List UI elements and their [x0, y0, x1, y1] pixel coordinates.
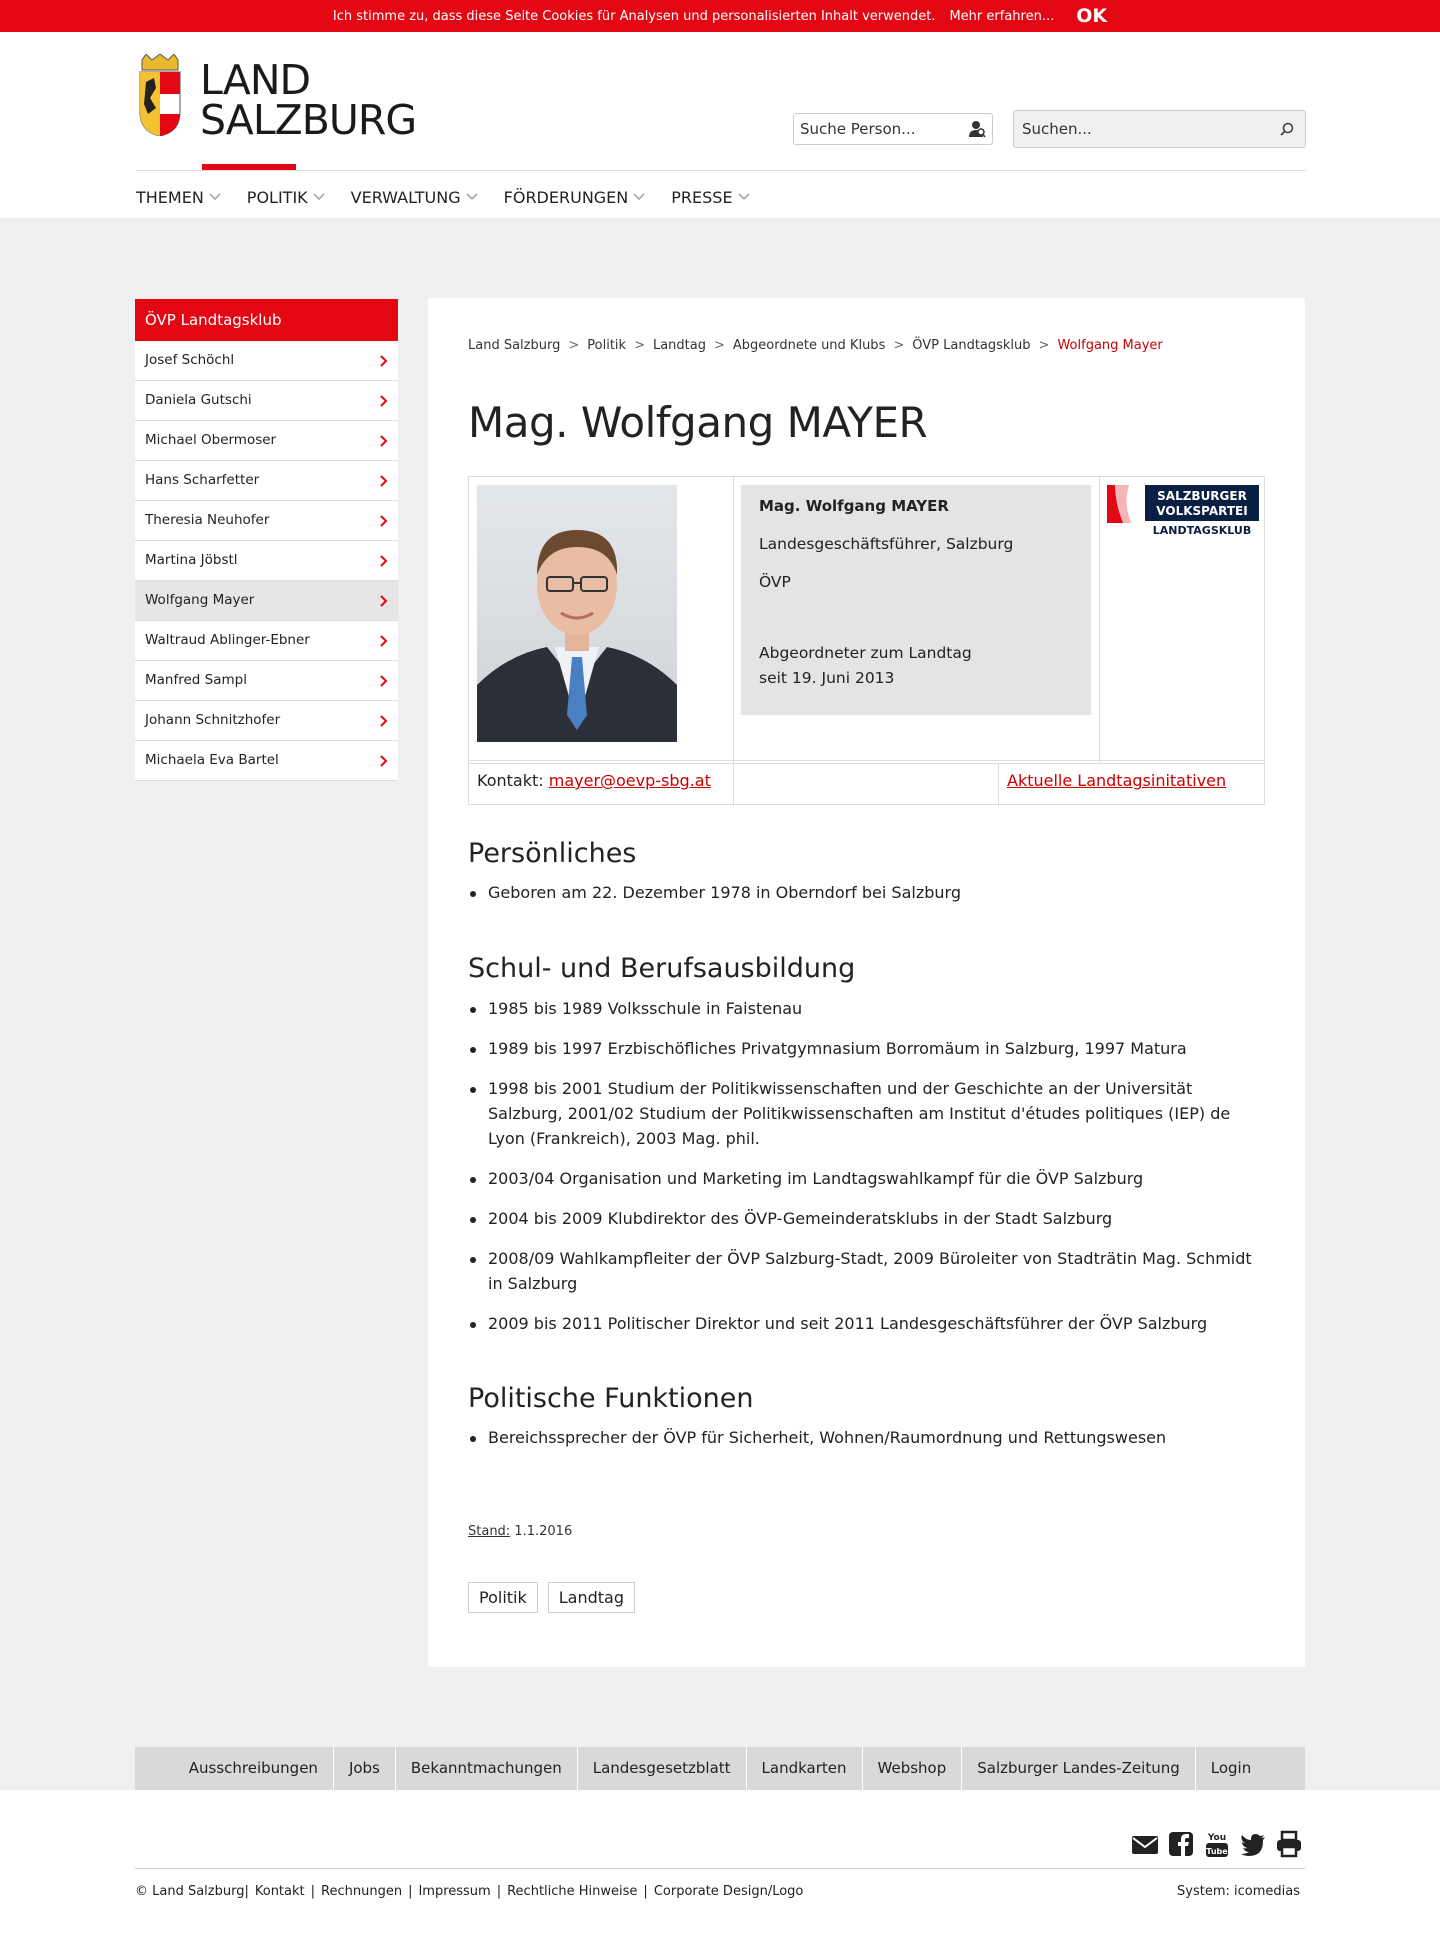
- site-search-placeholder: Suchen...: [1022, 120, 1092, 138]
- sidebar-item[interactable]: [135, 421, 398, 461]
- sidebar-item[interactable]: [135, 701, 398, 741]
- person-info-box: [741, 485, 1091, 715]
- breadcrumb-item[interactable]: ÖVP Landtagsklub: [912, 338, 1031, 353]
- chevron-right-icon: [380, 675, 388, 687]
- cookie-banner: [0, 0, 1440, 32]
- svg-text:You: You: [1207, 1833, 1227, 1843]
- chevron-down-icon: [313, 193, 325, 201]
- chevron-right-icon: [380, 715, 388, 727]
- footer-bottom-link[interactable]: Corporate Design/Logo: [653, 1884, 804, 1899]
- footer-link[interactable]: Jobs: [333, 1747, 395, 1790]
- svg-text:Tube: Tube: [1206, 1847, 1228, 1856]
- footer-bottom-link[interactable]: Kontakt: [254, 1884, 305, 1899]
- list-item: 2009 bis 2011 Politischer Direktor und seit 2011 Landesgeschäftsführer der ÖVP Salzburg: [468, 1311, 1265, 1336]
- facebook-icon[interactable]: [1167, 1830, 1195, 1858]
- sidebar-item-label: Theresia Neuhofer: [145, 512, 270, 528]
- card-divider: [733, 477, 734, 764]
- section-list-personal: [468, 880, 1265, 920]
- search-icon[interactable]: [1279, 121, 1295, 137]
- logo-line-2: SALZBURG: [200, 96, 417, 144]
- sidebar-item[interactable]: [135, 381, 398, 421]
- main-navigation: [136, 182, 750, 212]
- footer-separator: |: [643, 1884, 648, 1899]
- sidebar-item-label: Martina Jöbstl: [145, 552, 238, 568]
- nav-item-label: PRESSE: [671, 187, 733, 207]
- chevron-right-icon: [380, 635, 388, 647]
- nav-item-label: POLITIK: [246, 187, 308, 207]
- breadcrumb-separator: >: [893, 338, 905, 353]
- chevron-down-icon: [633, 193, 645, 201]
- chevron-down-icon: [738, 193, 750, 201]
- sidebar-item[interactable]: [135, 741, 398, 781]
- cookie-more-link[interactable]: Mehr erfahren...: [949, 8, 1055, 24]
- header-divider: [136, 170, 1306, 171]
- footer-link[interactable]: Ausschreibungen: [188, 1759, 318, 1777]
- chevron-right-icon: [380, 595, 388, 607]
- sidebar-list: [135, 341, 398, 781]
- portrait-photo: [477, 485, 677, 742]
- list-item: 2004 bis 2009 Klubdirektor des ÖVP-Gemeinderatsklubs in der Stadt Salzburg: [468, 1206, 1265, 1231]
- nav-item-verwaltung[interactable]: [351, 182, 478, 212]
- last-updated: [468, 1524, 572, 1539]
- contact-email-link[interactable]: mayer@oevp-sbg.at: [548, 771, 711, 790]
- footer-link[interactable]: Login: [1195, 1747, 1266, 1790]
- party-logo-line-1: SALZBURGER: [1157, 489, 1247, 503]
- card-divider: [998, 764, 999, 806]
- twitter-icon[interactable]: [1239, 1830, 1267, 1858]
- section-title-education: Schul- und Berufsausbildung: [468, 953, 856, 984]
- nav-item-förderungen[interactable]: [504, 182, 646, 212]
- chevron-right-icon: [380, 475, 388, 487]
- list-item: 1989 bis 1997 Erzbischöfliches Privatgymnasium Borromäum in Salzburg, 1997 Matura: [468, 1036, 1265, 1061]
- breadcrumb-item[interactable]: Abgeordnete und Klubs: [732, 338, 886, 353]
- tag-politik[interactable]: Politik: [468, 1582, 538, 1613]
- section-list-education: [468, 996, 1265, 1351]
- chevron-right-icon: [380, 755, 388, 767]
- sidebar-item[interactable]: [135, 461, 398, 501]
- sidebar-item[interactable]: [135, 661, 398, 701]
- list-item: 1998 bis 2001 Studium der Politikwissenschaften und der Geschichte an der Universität Salzburg, 2001/02 Studium der Politikwissenschaften am Institut d'études politiques (IEP) de Lyon (Frankreich), 2003 Mag. phil.: [468, 1076, 1265, 1151]
- footer: [0, 1790, 1440, 1933]
- breadcrumb-item[interactable]: Land Salzburg: [468, 338, 561, 353]
- sidebar-item-label: Michael Obermoser: [145, 432, 277, 448]
- footer-link[interactable]: Salzburger Landes-Zeitung: [961, 1747, 1195, 1790]
- footer-bottom-link[interactable]: Rechtliche Hinweise: [507, 1884, 638, 1899]
- breadcrumb-separator: >: [568, 338, 580, 353]
- list-item: 1985 bis 1989 Volksschule in Faistenau: [468, 996, 1265, 1021]
- card-divider: [469, 760, 1264, 761]
- person-search-icon[interactable]: [968, 120, 986, 138]
- sidebar-item-label: Johann Schnitzhofer: [145, 712, 281, 728]
- footer-link-bar: [135, 1747, 1305, 1790]
- footer-separator: |: [408, 1884, 413, 1899]
- sidebar-title[interactable]: ÖVP Landtagsklub: [135, 299, 398, 341]
- footer-system: System: icomedias: [1177, 1884, 1300, 1899]
- breadcrumb: [468, 338, 1163, 353]
- person-position: Landesgeschäftsführer, Salzburg: [759, 535, 1014, 553]
- portrait-illustration: [477, 485, 677, 742]
- last-updated-value: 1.1.2016: [514, 1524, 573, 1539]
- breadcrumb-separator: >: [1038, 338, 1050, 353]
- list-item: 2003/04 Organisation und Marketing im Landtagswahlkampf für die ÖVP Salzburg: [468, 1166, 1265, 1191]
- copyright: © Land Salzburg|: [135, 1884, 249, 1899]
- contact-row: [477, 771, 711, 790]
- youtube-icon[interactable]: [1203, 1830, 1231, 1858]
- party-logo: [1107, 485, 1259, 537]
- sidebar-item-label: Daniela Gutschi: [145, 392, 252, 408]
- cookie-text: Ich stimme zu, dass diese Seite Cookies für Analysen und personalisierten Inhalt verwendet.: [332, 8, 936, 24]
- footer-links: [135, 1884, 803, 1899]
- mail-icon[interactable]: [1131, 1830, 1159, 1858]
- nav-item-presse[interactable]: [671, 182, 749, 212]
- footer-link[interactable]: Landesgesetzblatt: [577, 1747, 746, 1790]
- sidebar-item-label: Josef Schöchl: [145, 352, 235, 368]
- tag-landtag[interactable]: Landtag: [548, 1582, 635, 1613]
- nav-item-themen[interactable]: [136, 182, 221, 212]
- chevron-right-icon: [380, 515, 388, 527]
- sidebar-item[interactable]: [135, 341, 398, 381]
- tag-list: [468, 1582, 635, 1613]
- logo-wordmark: [200, 56, 417, 144]
- site-header: [0, 32, 1440, 218]
- party-logo-line-2: VOLKSPARTEI: [1156, 504, 1248, 518]
- breadcrumb-item[interactable]: Landtag: [652, 338, 706, 353]
- breadcrumb-separator: >: [713, 338, 725, 353]
- initiatives-link[interactable]: Aktuelle Landtagsinitativen: [1007, 771, 1227, 790]
- party-logo-line-3: LANDTAGSKLUB: [1152, 524, 1252, 537]
- sidebar-item-label: Wolfgang Mayer: [145, 592, 255, 608]
- sidebar-item-label: Manfred Sampl: [145, 672, 247, 688]
- footer-separator: |: [310, 1884, 316, 1899]
- card-divider: [469, 763, 1264, 764]
- breadcrumb-separator: >: [634, 338, 645, 353]
- social-icons: [1131, 1830, 1303, 1858]
- card-divider: [1099, 477, 1100, 764]
- section-title-personal: Persönliches: [468, 838, 637, 869]
- list-item: Bereichssprecher der ÖVP für Sicherheit, Wohnen/Raumordnung und Rettungswesen: [468, 1425, 1265, 1450]
- sidebar: [135, 299, 398, 781]
- site-search-input[interactable]: [1013, 110, 1306, 148]
- nav-item-politik[interactable]: [247, 182, 325, 212]
- sidebar-item[interactable]: [135, 621, 398, 661]
- footer-bottom-link[interactable]: Rechnungen: [321, 1884, 403, 1899]
- breadcrumb-item: Wolfgang Mayer: [1057, 338, 1163, 353]
- chevron-right-icon: [380, 435, 388, 447]
- person-role-line: Abgeordneter zum Landtag: [759, 644, 972, 662]
- logo-line-1: LAND: [200, 56, 311, 104]
- person-party: ÖVP: [759, 573, 791, 591]
- chevron-down-icon: [466, 193, 478, 201]
- footer-link[interactable]: Bekanntmachungen: [395, 1747, 577, 1790]
- list-item: 2008/09 Wahlkampfleiter der ÖVP Salzburg-Stadt, 2009 Büroleiter von Stadträtin Mag. Schmidt in Salzburg: [468, 1246, 1265, 1296]
- section-list-political: [468, 1425, 1265, 1465]
- chevron-down-icon: [209, 193, 221, 201]
- nav-item-label: FÖRDERUNGEN: [503, 187, 629, 207]
- print-icon[interactable]: [1275, 1830, 1303, 1858]
- nav-item-label: VERWALTUNG: [350, 187, 461, 207]
- person-name: Mag. Wolfgang MAYER: [759, 497, 949, 515]
- footer-divider: [135, 1868, 1305, 1869]
- breadcrumb-item[interactable]: Politik: [587, 338, 627, 353]
- contact-label: Kontakt:: [477, 771, 544, 790]
- section-title-political: Politische Funktionen: [468, 1383, 754, 1414]
- sidebar-item[interactable]: [135, 541, 398, 581]
- person-role-since: seit 19. Juni 2013: [759, 669, 895, 687]
- site-logo[interactable]: [136, 54, 426, 154]
- list-item: Geboren am 22. Dezember 1978 in Oberndorf bei Salzburg: [468, 880, 1265, 905]
- sidebar-item-label: Waltraud Ablinger-Ebner: [145, 632, 310, 648]
- nav-item-label: THEMEN: [136, 187, 204, 207]
- page-title: Mag. Wolfgang MAYER: [468, 398, 928, 447]
- person-search-input[interactable]: [793, 113, 993, 145]
- footer-separator: |: [496, 1884, 502, 1899]
- sidebar-item-label: Michaela Eva Bartel: [145, 752, 279, 768]
- sidebar-item[interactable]: [135, 501, 398, 541]
- person-role: [759, 641, 1073, 691]
- person-card: [468, 476, 1265, 805]
- main-content: [428, 298, 1305, 1667]
- card-divider: [733, 764, 734, 806]
- chevron-right-icon: [380, 355, 388, 367]
- sidebar-item[interactable]: [135, 581, 398, 621]
- footer-bottom-link[interactable]: Impressum: [418, 1884, 491, 1899]
- last-updated-label: Stand:: [468, 1524, 511, 1539]
- person-search-placeholder: Suche Person...: [800, 120, 916, 138]
- chevron-right-icon: [380, 395, 388, 407]
- cookie-ok-button[interactable]: OK: [1076, 5, 1108, 27]
- coat-of-arms-icon: [136, 54, 184, 136]
- footer-link[interactable]: Landkarten: [746, 1747, 862, 1790]
- chevron-right-icon: [380, 555, 388, 567]
- sidebar-item-label: Hans Scharfetter: [145, 472, 260, 488]
- footer-link[interactable]: Webshop: [862, 1747, 962, 1790]
